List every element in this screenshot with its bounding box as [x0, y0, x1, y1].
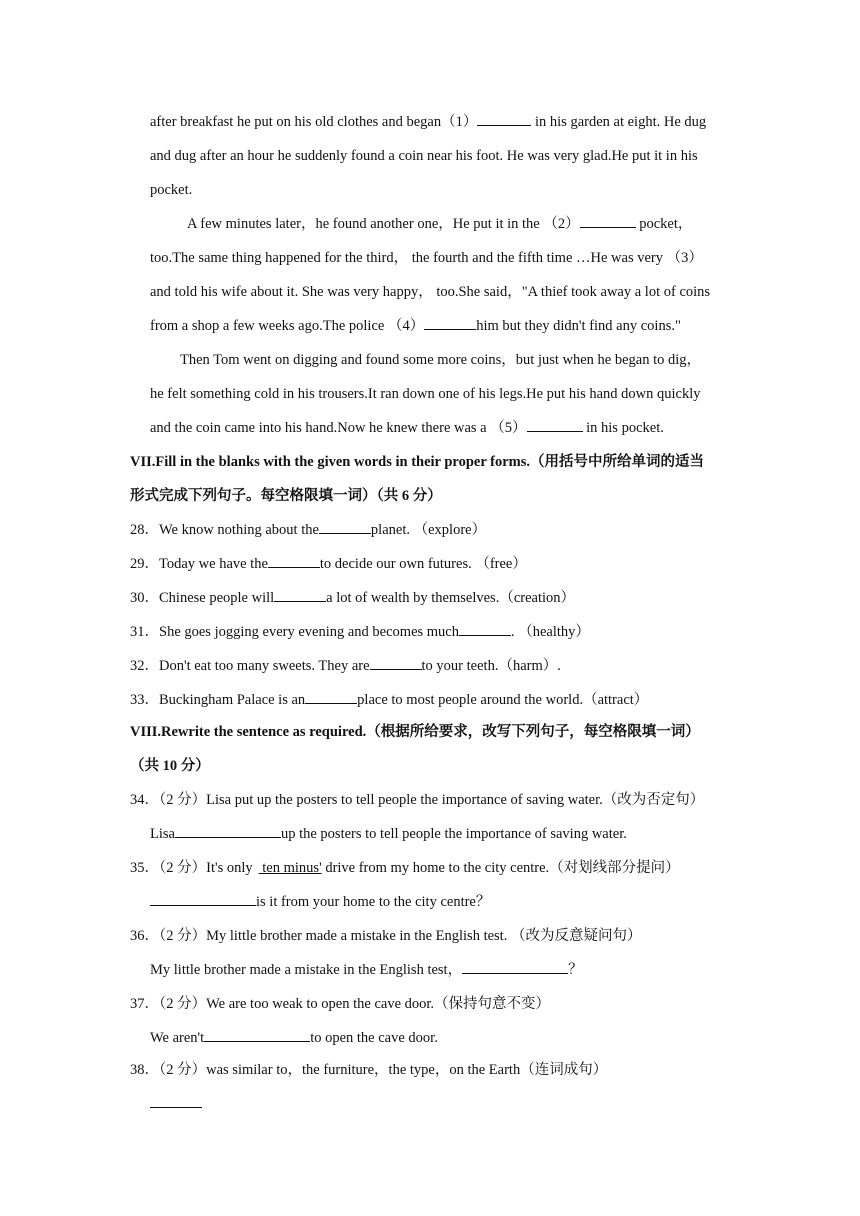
passage-line-9: he felt something cold in his trousers.It ran down one of his legs.He put his hand down quickly [150, 386, 701, 402]
section-7-heading-cont: 形式完成下列句子。每空格限填一词）（共 6 分） [130, 488, 442, 504]
question-37: 37．（2 分）We are too weak to open the cave door.（保持句意不变） [130, 996, 551, 1012]
question-text: ？ [568, 962, 583, 978]
question-text: 32．Don't eat too many sweets. They are [130, 658, 370, 674]
question-text: 33．Buckingham Palace is an [130, 692, 306, 708]
question-text: to decide our own futures. （free） [319, 556, 527, 572]
answer-blank-31[interactable] [459, 622, 511, 636]
answer-blank-36[interactable] [462, 960, 568, 974]
passage-text: in his pocket. [582, 420, 664, 436]
question-text: a lot of wealth by themselves.（creation） [326, 590, 576, 606]
question-30 [130, 588, 575, 608]
passage-text: him but they didn't find any coins." [476, 318, 681, 334]
answer-blank-33[interactable] [305, 690, 357, 704]
question-34-answer [150, 824, 627, 844]
question-35 [130, 858, 680, 878]
answer-blank-35[interactable] [150, 892, 256, 906]
answer-blank-5[interactable] [527, 418, 583, 432]
question-text: is it from your home to the city centre？ [256, 894, 491, 910]
answer-blank-32[interactable] [370, 656, 422, 670]
passage-line-8: Then Tom went on digging and found some more coins，but just when he began to dig， [180, 352, 702, 368]
answer-blank-30[interactable] [274, 588, 326, 602]
question-34: 34．（2 分）Lisa put up the posters to tell people the importance of saving water.（改为否定句） [130, 792, 705, 808]
question-text: My little brother made a mistake in the English test， [150, 962, 463, 978]
passage-line-4 [187, 214, 692, 234]
question-32 [130, 656, 561, 676]
question-35-answer [150, 892, 490, 912]
question-text: 31．She goes jogging every evening and becomes much [130, 624, 459, 640]
answer-blank-34[interactable] [175, 824, 281, 838]
question-text: Lisa [150, 826, 175, 842]
question-text: 30．Chinese people will [130, 590, 275, 606]
passage-text: in his garden at eight. He dug [531, 114, 707, 130]
section-8-heading: VIII.Rewrite the sentence as required.（根据所给要求，改写下列句子，每空格限填一词） [130, 724, 700, 740]
question-text: We aren't [150, 1030, 205, 1046]
passage-line-2: and dug after an hour he suddenly found a coin near his foot. He was very glad.He put it in his [150, 148, 698, 164]
underlined-phrase: ten minus' [258, 860, 322, 876]
question-31 [130, 622, 590, 642]
question-text: 35．（2 分）It's only [130, 860, 253, 876]
answer-blank-37[interactable] [204, 1028, 310, 1042]
passage-line-7 [150, 316, 681, 336]
question-text: to your teeth.（harm）. [421, 658, 561, 674]
question-29 [130, 554, 527, 574]
answer-blank-4[interactable] [424, 316, 476, 330]
question-text: drive from my home to the city centre.（对划线部分提问） [321, 860, 680, 876]
passage-text: pocket， [635, 216, 693, 232]
question-text: 28．We know nothing about the [130, 522, 319, 538]
question-text: . （healthy） [511, 624, 590, 640]
passage-text: from a shop a few weeks ago.The police （4） [150, 318, 425, 334]
answer-blank-28[interactable] [319, 520, 371, 534]
question-text: 29．Today we have the [130, 556, 268, 572]
passage-line-10 [150, 418, 664, 438]
passage-line-6: and told his wife about it. She was very happy， too.She said，"A thief took away a lot of coins [150, 284, 711, 300]
question-38: 38．（2 分）was similar to，the furniture，the type，on the Earth（连词成句） [130, 1062, 608, 1078]
question-33 [130, 690, 648, 710]
passage-line-1 [150, 112, 706, 132]
answer-blank-1[interactable] [477, 112, 531, 126]
passage-text: and the coin came into his hand.Now he knew there was a （5） [150, 420, 527, 436]
question-38-answer [150, 1094, 202, 1114]
section-7-heading: VII.Fill in the blanks with the given words in their proper forms.（用括号中所给单词的适当 [130, 454, 704, 470]
passage-line-3: pocket. [150, 182, 193, 198]
answer-blank-29[interactable] [268, 554, 320, 568]
question-37-answer [150, 1028, 438, 1048]
question-text: up the posters to tell people the importance of saving water. [280, 826, 627, 842]
answer-blank-2[interactable] [580, 214, 636, 228]
question-text: planet. （explore） [370, 522, 487, 538]
passage-text: A few minutes later，he found another one，He put it in the （2） [187, 216, 580, 232]
question-36: 36．（2 分）My little brother made a mistake in the English test. （改为反意疑问句） [130, 928, 642, 944]
question-28 [130, 520, 486, 540]
question-36-answer [150, 960, 583, 980]
question-text: place to most people around the world.（attract） [357, 692, 649, 708]
question-text: to open the cave door. [310, 1030, 438, 1046]
passage-text: after breakfast he put on his old clothes and began（1） [150, 114, 478, 130]
answer-blank-38[interactable] [150, 1094, 202, 1108]
section-8-heading-cont: （共 10 分） [130, 758, 210, 774]
passage-line-5: too.The same thing happened for the third， the fourth and the fifth time …He was very （3） [150, 250, 703, 266]
